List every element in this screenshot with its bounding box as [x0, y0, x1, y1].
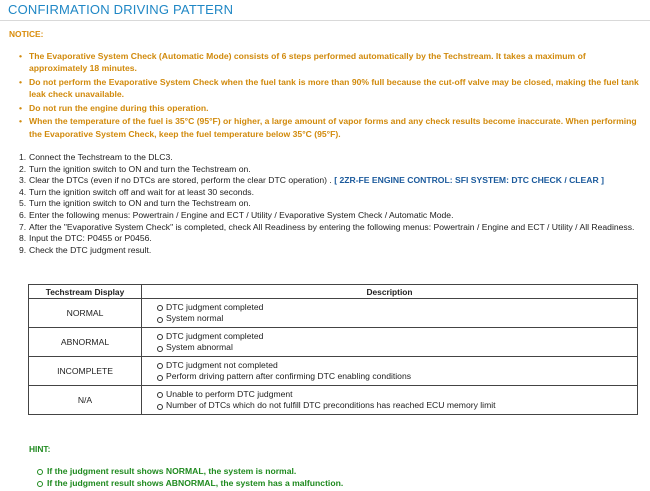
step-text: Connect the Techstream to the DLC3. [29, 152, 173, 162]
description-item: Perform driving pattern after confirming DTC enabling conditions [156, 371, 637, 382]
title-divider [0, 20, 650, 21]
column-header-display: Techstream Display [29, 285, 142, 299]
display-cell: ABNORMAL [29, 328, 142, 357]
description-item: System abnormal [156, 342, 637, 353]
notice-item: • Do not perform the Evaporative System Check when the fuel tank is more than 90% full because the cut-off valve may be closed, making the fuel tank leak check unavailable. [19, 76, 639, 101]
step-5 [19, 198, 639, 210]
hint-item: If the judgment result shows NORMAL, the system is normal. [37, 465, 343, 477]
dtc-judgment-table [28, 284, 638, 415]
step-number: 4. [19, 186, 27, 197]
step-text: Turn the ignition switch to ON and turn the Techstream on. [29, 163, 251, 174]
notice-item: • When the temperature of the fuel is 35°C (95°F) or higher, a large amount of vapor forms and any check results become inaccurate. When performing the Evaporative System Check, keep the fuel temperature below 35°C (95°F). [19, 115, 639, 140]
step-number: 5. [19, 198, 27, 209]
description-item: Unable to perform DTC judgment [156, 389, 637, 400]
step-number: 9. [19, 244, 27, 255]
step-text: After the "Evaporative System Check" is completed, check All Readiness by entering the following menus: Powertrain / Engine and ECT / Utility / All Readiness. [29, 221, 635, 232]
step-8 [19, 233, 639, 245]
notice-item: • Do not run the engine during this operation. [19, 102, 639, 114]
column-header-description: Description [142, 285, 638, 299]
description-cell [142, 328, 638, 357]
description-item: DTC judgment completed [156, 302, 637, 313]
step-text: Turn the ignition switch to ON and turn the Techstream on. [29, 198, 251, 209]
notice-heading: NOTICE: [9, 29, 44, 39]
step-text: Check the DTC judgment result. [29, 244, 152, 255]
table-row [29, 386, 638, 415]
step-number: 8. [19, 233, 27, 244]
description-item: System normal [156, 313, 637, 324]
step-7 [19, 222, 639, 234]
step-text: Turn the ignition switch off and wait for at least 30 seconds. [29, 186, 254, 197]
table-row [29, 328, 638, 357]
description-cell [142, 357, 638, 386]
description-item: Number of DTCs which do not fulfill DTC preconditions has reached ECU memory limit [156, 400, 637, 411]
step-number: 7. [19, 221, 27, 232]
page-title: CONFIRMATION DRIVING PATTERN [8, 2, 234, 17]
step-number: 1. [19, 152, 27, 162]
description-cell [142, 299, 638, 328]
step-4 [19, 187, 639, 199]
dtc-check-clear-link[interactable]: [ 2ZR-FE ENGINE CONTROL: SFI SYSTEM: DTC CHECK / CLEAR ] [334, 175, 604, 186]
step-text: Enter the following menus: Powertrain / Engine and ECT / Utility / Evaporative System Check / Automatic Mode. [29, 209, 454, 220]
display-cell: NORMAL [29, 299, 142, 328]
step-9 [19, 245, 639, 257]
step-number: 6. [19, 209, 27, 220]
step-6 [19, 210, 639, 222]
hint-heading: HINT: [29, 444, 51, 454]
step-number: 2. [19, 163, 27, 174]
step-1 [19, 152, 639, 164]
step-text: Clear the DTCs (even if no DTCs are stored, perform the clear DTC operation) . [29, 175, 332, 186]
description-cell [142, 386, 638, 415]
step-text: Input the DTC: P0455 or P0456. [29, 233, 152, 244]
procedure-steps [19, 152, 639, 256]
step-2 [19, 164, 639, 176]
step-3 [19, 175, 639, 187]
hint-list [37, 465, 343, 490]
notice-item: • The Evaporative System Check (Automatic Mode) consists of 6 steps performed automatically by the Techstream. It takes a maximum of approximately 18 minutes. [19, 50, 639, 75]
notice-list [19, 50, 639, 141]
table-header-row [29, 285, 638, 299]
step-number: 3. [19, 175, 27, 186]
hint-item: If the judgment result shows ABNORMAL, the system has a malfunction. [37, 477, 343, 489]
table-row [29, 299, 638, 328]
display-cell: N/A [29, 386, 142, 415]
description-item: DTC judgment not completed [156, 360, 637, 371]
table-row [29, 357, 638, 386]
description-item: DTC judgment completed [156, 331, 637, 342]
display-cell: INCOMPLETE [29, 357, 142, 386]
